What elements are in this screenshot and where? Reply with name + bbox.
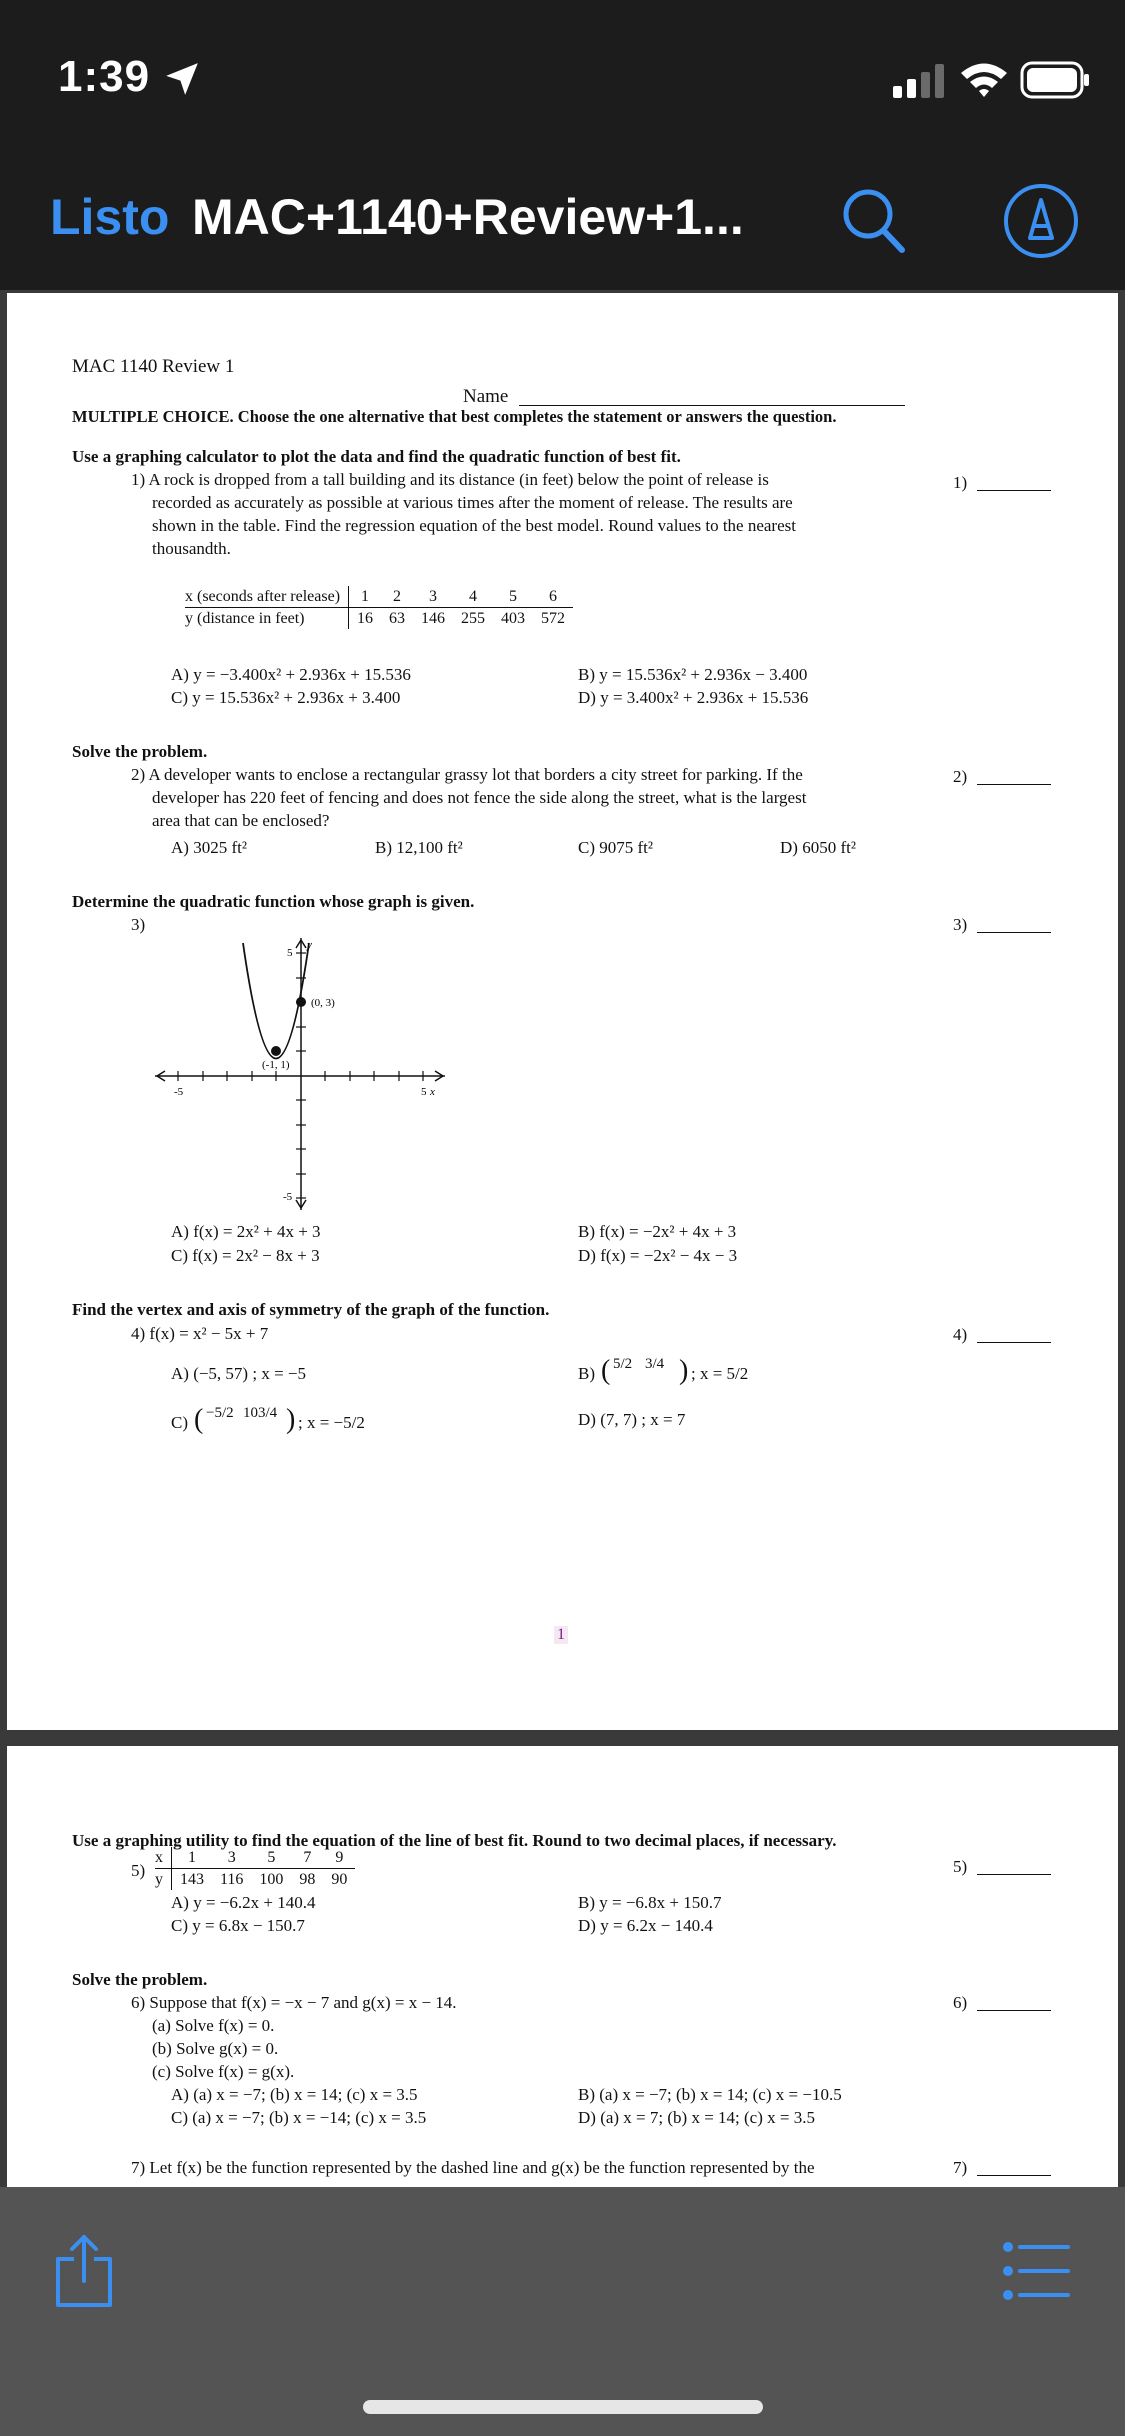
q4-choice-c-label: C) bbox=[171, 1413, 188, 1432]
answer-number-4: 4) bbox=[953, 1325, 968, 1344]
q1-y-value: 403 bbox=[501, 610, 526, 627]
search-icon[interactable] bbox=[838, 180, 908, 260]
q2-choice-b: B) 12,100 ft² bbox=[375, 838, 463, 857]
section-heading-1: Use a graphing calculator to plot the data and find the quadratic function of best fit. bbox=[72, 447, 681, 466]
answer-blank-2 bbox=[977, 784, 1051, 785]
q5-label: 5) bbox=[131, 1861, 146, 1880]
q3-label: 3) bbox=[131, 915, 146, 934]
document-viewer[interactable] bbox=[0, 290, 1125, 2187]
q5-choice-b: B) y = −6.8x + 150.7 bbox=[578, 1893, 722, 1912]
status-time: 1:39 bbox=[58, 52, 151, 101]
answer-blank-4 bbox=[977, 1342, 1051, 1343]
q5-choice-a: A) y = −6.2x + 140.4 bbox=[171, 1893, 316, 1912]
q5-x-value: 1 bbox=[172, 1847, 213, 1869]
list-icon[interactable] bbox=[1002, 2239, 1072, 2303]
q5-x-value: 9 bbox=[323, 1847, 355, 1869]
q6-part-a: (a) Solve f(x) = 0. bbox=[152, 2016, 275, 2035]
q3-choice-b: B) f(x) = −2x² + 4x + 3 bbox=[578, 1222, 737, 1241]
answer-number-2: 2) bbox=[953, 767, 968, 786]
battery-icon bbox=[1020, 60, 1090, 100]
q5-x-value: 7 bbox=[291, 1847, 323, 1869]
q5-choice-d: D) y = 6.2x − 140.4 bbox=[578, 1916, 713, 1935]
done-button[interactable]: Listo bbox=[50, 189, 170, 245]
q2-line3: area that can be enclosed? bbox=[152, 811, 330, 830]
q4-choice-c-vertex-y: 103/4 bbox=[243, 1405, 278, 1421]
answer-blank-6 bbox=[977, 2010, 1051, 2011]
answer-blank-5 bbox=[977, 1874, 1051, 1875]
graph-y-axis-letter: y bbox=[307, 939, 312, 951]
bottom-toolbar bbox=[0, 2187, 1125, 2436]
doc-header: MAC 1140 Review 1 bbox=[72, 356, 235, 377]
q2-line1: 2) A developer wants to enclose a rectangular grassy lot that borders a city street for parking. If the bbox=[131, 765, 803, 784]
q2-choice-a: A) 3025 ft² bbox=[171, 838, 247, 857]
q5-y-value: 98 bbox=[299, 1871, 316, 1888]
pdf-page-2 bbox=[7, 1746, 1118, 2187]
q4-choice-c-vertex-x: −5/2 bbox=[206, 1405, 234, 1421]
answer-number-3: 3) bbox=[953, 915, 968, 934]
q1-x-value: 4 bbox=[453, 586, 493, 608]
q2-choice-c: C) 9075 ft² bbox=[578, 838, 653, 857]
graph-point-label-2: (-1, 1) bbox=[262, 1059, 290, 1071]
q1-table-x-label: x (seconds after release) bbox=[185, 586, 349, 608]
q2-choice-d: D) 6050 ft² bbox=[780, 838, 856, 857]
q1-choice-d: D) y = 3.400x² + 2.936x + 15.536 bbox=[578, 688, 809, 707]
q1-line1: 1) A rock is dropped from a tall building and its distance (in feet) below the point of release is bbox=[131, 470, 769, 489]
q1-x-value: 5 bbox=[493, 586, 533, 608]
q4-choice-b-vertex-x: 5/2 bbox=[613, 1356, 633, 1372]
graph-y-min-label: -5 bbox=[283, 1191, 293, 1203]
q3-choice-d: D) f(x) = −2x² − 4x − 3 bbox=[578, 1246, 738, 1265]
q4-choice-c-axis: ; x = −5/2 bbox=[298, 1413, 365, 1432]
q1-y-value: 255 bbox=[461, 610, 486, 627]
q5-y-label: y bbox=[155, 1869, 172, 1891]
mc-instructions: MULTIPLE CHOICE. Choose the one alternative that best completes the statement or answers the question. bbox=[72, 407, 837, 426]
wifi-icon bbox=[958, 60, 1010, 100]
q6-stem: 6) Suppose that f(x) = −x − 7 and g(x) = x − 14. bbox=[131, 1993, 457, 2012]
section-heading-6: Solve the problem. bbox=[72, 1970, 208, 1989]
q3-parabola-graph bbox=[155, 938, 445, 1210]
q6-choice-c: C) (a) x = −7; (b) x = −14; (c) x = 3.5 bbox=[171, 2108, 427, 2127]
section-heading-5: Use a graphing utility to find the equation of the line of best fit. Round to two decimal places, if necessary. bbox=[72, 1831, 837, 1850]
document-title: MAC+1140+Review+1... bbox=[192, 189, 744, 245]
q1-data-table bbox=[185, 586, 573, 629]
q5-x-value: 5 bbox=[251, 1847, 291, 1869]
home-indicator[interactable] bbox=[363, 2400, 763, 2414]
q6-part-c: (c) Solve f(x) = g(x). bbox=[152, 2062, 295, 2081]
q1-choice-a: A) y = −3.400x² + 2.936x + 15.536 bbox=[171, 665, 411, 684]
q6-part-b: (b) Solve g(x) = 0. bbox=[152, 2039, 279, 2058]
q5-choice-c: C) y = 6.8x − 150.7 bbox=[171, 1916, 305, 1935]
q1-y-value: 16 bbox=[357, 610, 374, 627]
q6-choice-d: D) (a) x = 7; (b) x = 14; (c) x = 3.5 bbox=[578, 2108, 815, 2127]
section-heading-4: Find the vertex and axis of symmetry of the graph of the function. bbox=[72, 1300, 550, 1319]
q5-data-table bbox=[155, 1847, 355, 1890]
graph-x-min-label: -5 bbox=[174, 1086, 184, 1098]
q1-table-y-label: y (distance in feet) bbox=[185, 608, 349, 630]
q1-line4: thousandth. bbox=[152, 539, 231, 558]
graph-x-max-label: 5 bbox=[421, 1086, 427, 1098]
q1-x-value: 6 bbox=[533, 586, 573, 608]
q4-choice-d: D) (7, 7) ; x = 7 bbox=[578, 1410, 686, 1429]
q4-stem: 4) f(x) = x² − 5x + 7 bbox=[131, 1324, 269, 1343]
q3-choice-a: A) f(x) = 2x² + 4x + 3 bbox=[171, 1222, 321, 1241]
q1-x-value: 2 bbox=[381, 586, 413, 608]
q1-y-value: 572 bbox=[541, 610, 566, 627]
q4-choice-b-label: B) bbox=[578, 1364, 595, 1383]
q1-choice-b: B) y = 15.536x² + 2.936x − 3.400 bbox=[578, 665, 808, 684]
answer-number-7: 7) bbox=[953, 2158, 968, 2177]
share-icon[interactable] bbox=[52, 2231, 116, 2311]
page-number: 1 bbox=[554, 1626, 568, 1644]
q1-x-value: 3 bbox=[413, 586, 453, 608]
q1-choice-c: C) y = 15.536x² + 2.936x + 3.400 bbox=[171, 688, 401, 707]
q6-choice-a: A) (a) x = −7; (b) x = 14; (c) x = 3.5 bbox=[171, 2085, 418, 2104]
q7-stem: 7) Let f(x) be the function represented by the dashed line and g(x) be the function represented by the bbox=[131, 2158, 815, 2177]
answer-number-5: 5) bbox=[953, 1857, 968, 1876]
q1-y-value: 63 bbox=[389, 610, 406, 627]
q5-y-value: 90 bbox=[331, 1871, 348, 1888]
q4-choice-b-vertex-y: 3/4 bbox=[645, 1356, 665, 1372]
answer-number-6: 6) bbox=[953, 1993, 968, 2012]
status-bar bbox=[0, 0, 1125, 150]
q4-choice-b-axis: ; x = 5/2 bbox=[691, 1364, 749, 1383]
q1-line3: shown in the table. Find the regression equation of the best model. Round values to the nearest bbox=[152, 516, 796, 535]
q1-x-value: 1 bbox=[349, 586, 382, 608]
answer-blank-3 bbox=[977, 932, 1051, 933]
location-arrow-icon bbox=[163, 60, 201, 98]
q5-x-value: 3 bbox=[212, 1847, 251, 1869]
graph-y-max-label: 5 bbox=[287, 947, 293, 959]
answer-blank-1 bbox=[977, 490, 1051, 491]
name-label: Name bbox=[463, 386, 509, 407]
q5-y-value: 116 bbox=[220, 1871, 244, 1888]
q4-choice-a: A) (−5, 57) ; x = −5 bbox=[171, 1364, 306, 1383]
answer-number-1: 1) bbox=[953, 473, 968, 492]
section-heading-3: Determine the quadratic function whose graph is given. bbox=[72, 892, 475, 911]
graph-x-axis-letter: x bbox=[430, 1086, 435, 1098]
section-heading-2: Solve the problem. bbox=[72, 742, 208, 761]
pdf-page-1: MAC 1140 Review 1 Name MULTIPLE CHOICE. Choose the one alternative that best completes the statement or answers the question. Use a graphing calculator to plot the data and find the quadratic function of best fit. 1) A rock is dropped from a tall building and its distance (in feet) below the point of release is recorded as accurately as possible at various times after the moment of release. The results are shown in the table. Find the regression equation of the best model. Round values to the nearest thousandth. 1) x (seconds after release) 1 2 3 4 5 6 y (distance in feet) 16 63 146 255 403 572 A) y = −3.400x² + 2.936x + 15.536 B) y = 15.536x² + 2.936x − 3.400 C) y = 15.536x² + 2.936x + 3.400 D) y = 3.400x² + 2.936x + 15.536 Solve the problem. 2) A developer wants to enclose a rectangular grassy lot that borders a city street for parking. If the developer has 220 feet of fencing and does not fence the side along the street, what is the largest area that can be enclosed? 2) A) 3025 ft² B) 12,100 ft² C) 9075 ft² D) 6050 ft² Determine the quadratic function whose graph is given. 3) 3) 5 y -5 -5 5 x (0, 3) (-1, 1) A) f(x) = 2x² + 4x + 3 B) f(x) = −2x² + 4x + 3 C) f(x) = 2x² − 8x + 3 D) f(x) = −2x² − 4x − 3 Find the vertex and axis of symmetry of the graph of the function. 4) f(x) = x² − 5x + 7 4) A) (−5, 57) ; x = −5 B) ( 5/2 3/4 ) ; x = 5/2 C) ( −5/2 103/4 ) ; x = −5/2 D) (7, 7) ; x = 7 1 bbox=[7, 293, 1118, 1730]
q1-y-value: 146 bbox=[421, 610, 446, 627]
q6-choice-b: B) (a) x = −7; (b) x = 14; (c) x = −10.5 bbox=[578, 2085, 842, 2104]
q5-x-label: x bbox=[155, 1847, 172, 1869]
q5-y-value: 100 bbox=[259, 1871, 284, 1888]
nav-bar bbox=[0, 150, 1125, 290]
q5-y-value: 143 bbox=[180, 1871, 204, 1888]
markup-icon[interactable] bbox=[1002, 182, 1080, 260]
graph-point-label-1: (0, 3) bbox=[311, 997, 335, 1009]
q1-line2: recorded as accurately as possible at various times after the moment of release. The results are bbox=[152, 493, 793, 512]
cellular-signal-icon bbox=[893, 64, 945, 98]
q2-line2: developer has 220 feet of fencing and does not fence the side along the street, what is the largest bbox=[152, 788, 807, 807]
answer-blank-7 bbox=[977, 2175, 1051, 2176]
q3-choice-c: C) f(x) = 2x² − 8x + 3 bbox=[171, 1246, 320, 1265]
